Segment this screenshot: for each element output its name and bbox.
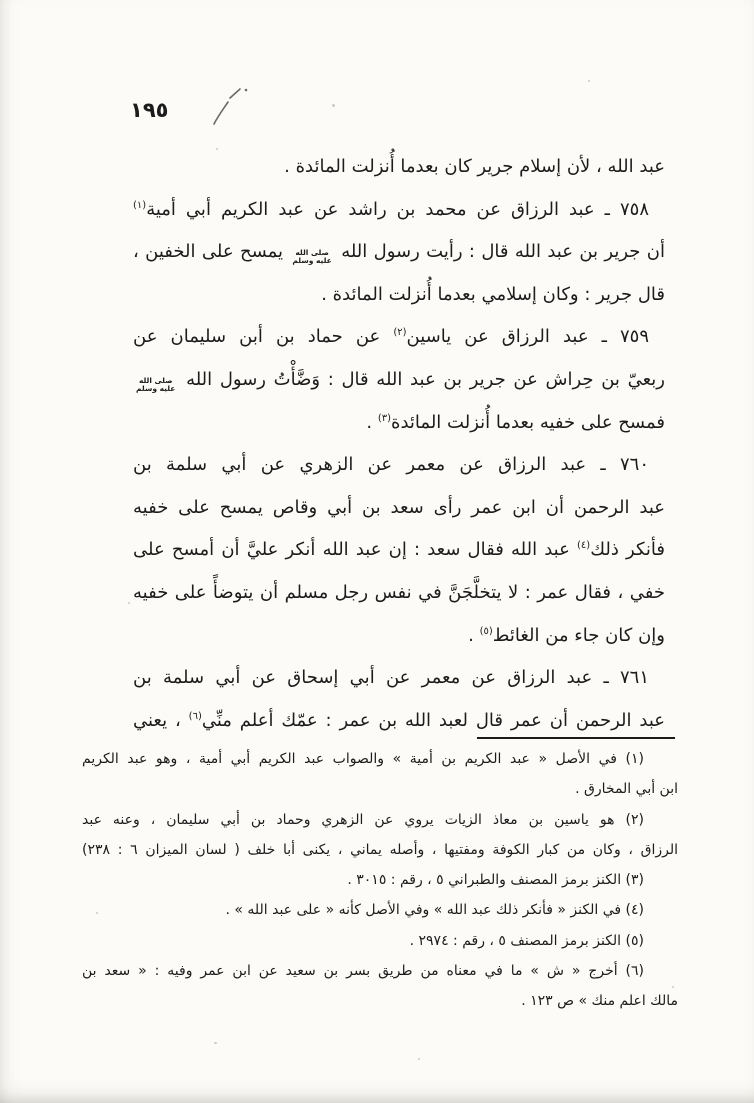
- footnote-marker: (٣): [377, 412, 392, 424]
- footnote-line: (٤) في الكنز « فأنكر ذلك عبد الله » وفي الأصل كأنه « على عبد الله » .: [225, 902, 644, 919]
- scan-speck: [332, 104, 335, 107]
- scan-speck: [216, 148, 218, 150]
- footnote-item: [82, 805, 678, 866]
- footnote-line: ابن أبي المخارق .: [575, 781, 678, 798]
- main-text-line: ربعيّ بن حِراش عن جرير بن عبد الله قال : وَضَّأْتُ رسول الله صلى الله عليه وسلم: [136, 368, 665, 393]
- footnote-item: [82, 926, 678, 956]
- footnotes-block: [82, 744, 678, 1017]
- main-text-line: عبد الله ، لأن إسلام جرير كان بعدما أُنزلت المائدة .: [284, 156, 665, 177]
- main-text-line: ٧٦١ ـ عبد الرزاق عن معمر عن أبي إسحاق عن أبي سلمة بن: [133, 667, 649, 689]
- salawat-ligature: صلى الله عليه وسلم: [292, 248, 332, 266]
- footnote-item: [82, 744, 678, 805]
- main-text-line: ٧٦٠ ـ عبد الرزاق عن معمر عن الزهري عن أبي سلمة بن: [133, 454, 649, 476]
- hadith-paragraph: [133, 657, 665, 742]
- footnote-line: (١) في الأصل « عبد الكريم بن أمية » والصواب عبد الكريم أبي أمية ، وهو عبد الكريم: [82, 751, 644, 767]
- footnote-line: (٦) أخرج « ش » ما في معناه من طريق بسر بن سعيد عن ابن عمر وفيه : « سعد بن: [82, 963, 644, 980]
- footnote-line: (٢) هو ياسين بن معاذ الزيات يروي عن الزهري وحماد بن أبي سليمان ، وعنه عبد: [82, 811, 644, 828]
- footnote-marker: (٤): [577, 540, 591, 552]
- main-text-line: عبد الرحمن أن عمر قال لعبد الله بن عمر : عمّك أعلم منِّي(٦) ، يعني: [133, 709, 666, 731]
- main-text-line: قال جرير : وكان إسلامي بعدما أُنزلت المائدة .: [321, 283, 665, 305]
- salawat-ligature: صلى الله عليه وسلم: [136, 375, 176, 393]
- footnote-line: (٥) الكنز برمز المصنف ٥ ، رقم : ٢٩٧٤ .: [409, 932, 644, 949]
- footnote-marker: (٥): [479, 625, 493, 637]
- main-text-line: وإن كان جاء من الغائط(٥) .: [468, 624, 665, 646]
- footnote-item: [82, 895, 678, 925]
- hadith-paragraph: [133, 146, 665, 189]
- footnote-separator: [477, 737, 675, 739]
- scan-speck: [672, 986, 674, 988]
- main-text-line: ٧٥٩ ـ عبد الرزاق عن ياسين(٢) عن حماد بن أبن سليمان عن: [133, 326, 649, 348]
- footnote-marker: (٢): [393, 327, 407, 339]
- footnote-line: الرزاق ، وكان من كبار الكوفة ومفتيها ، وأصله يماني ، يكنى أبا خلف ( لسان الميزان ٦ : ٢٣٨): [82, 841, 678, 858]
- scan-speck: [588, 80, 590, 82]
- scan-speck: [96, 912, 98, 914]
- hadith-paragraph: [133, 189, 665, 317]
- scan-speck: [214, 1042, 217, 1044]
- pen-scribble-icon: [206, 84, 262, 130]
- scan-speck: [418, 1058, 420, 1060]
- main-text-line: ٧٥٨ ـ عبد الرزاق عن محمد بن راشد عن عبد الكريم أبي أمية(١): [133, 198, 649, 220]
- footnote-line: (٣) الكنز برمز المصنف والطبراني ٥ ، رقم : ٣٠١٥ .: [347, 872, 644, 889]
- main-text-line: فأنكر ذلك(٤) عبد الله فقال سعد : إن عبد الله أنكر عليَّ أن أمسح على: [133, 539, 665, 561]
- footnote-marker: (١): [133, 199, 147, 211]
- footnote-item: [82, 956, 678, 1017]
- footnote-line: مالك اعلم منك » ص ١٢٣ .: [521, 993, 678, 1010]
- hadith-paragraph: [133, 444, 665, 657]
- main-text-block: [133, 146, 665, 742]
- main-text-line: عبد الرحمن أن ابن عمر رأى سعد بن أبي وقاص يمسح على خفيه: [133, 496, 665, 518]
- footnote-item: [82, 865, 678, 895]
- main-text-line: خفي ، فقال عمر : لا يتخلَّجَنَّ في نفس رجل مسلم أن يتوضأً على خفيه: [133, 581, 665, 603]
- footnote-marker: (٦): [188, 710, 202, 722]
- main-text-line: أن جرير بن عبد الله قال : رأيت رسول الله صلى الله عليه وسلم يمسح على الخفين ،: [133, 241, 665, 266]
- scan-speck: [128, 602, 130, 604]
- hadith-paragraph: [133, 316, 665, 444]
- main-text-line: فمسح على خفيه بعدما أُنزلت المائدة(٣) .: [366, 411, 665, 433]
- page-number: ١٩٥: [130, 98, 169, 122]
